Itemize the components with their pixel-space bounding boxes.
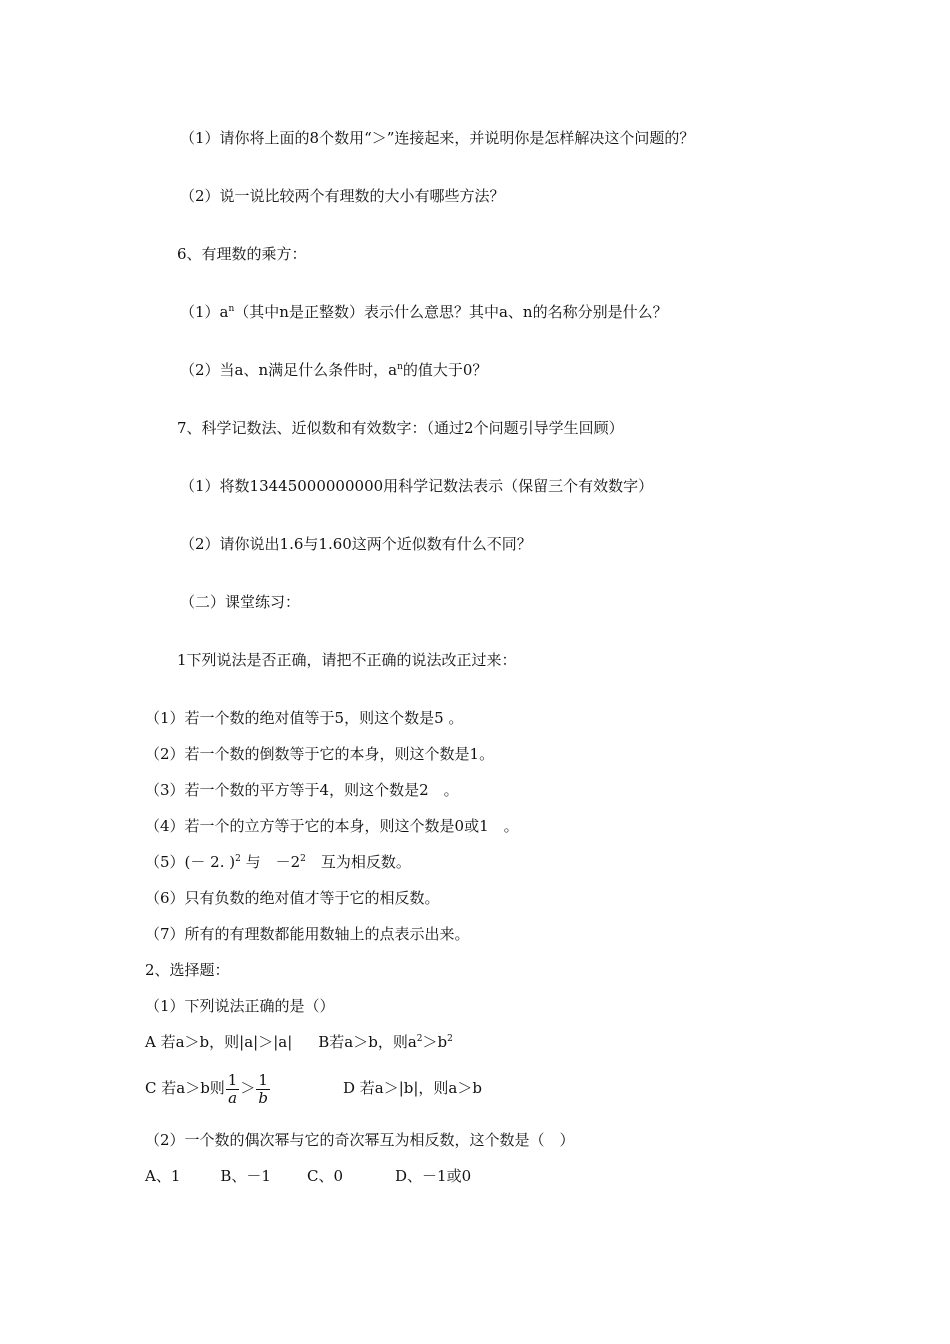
section-6-title: 6、有理数的乘方： <box>177 245 307 263</box>
exercise-2-q1-options-ab <box>145 1032 453 1052</box>
exercise-1-item: （3）若一个数的平方等于4，则这个数是2 。 <box>145 781 459 799</box>
question-5-2: （2）说一说比较两个有理数的大小有哪些方法？ <box>180 187 505 205</box>
exercise-2-question-1: （1）下列说法正确的是（） <box>145 997 335 1015</box>
fraction-one-over-b: $\frac{1}{b}$ <box>258 1070 268 1107</box>
option-a: A 若a＞b，则|a|＞|a| <box>145 1033 293 1051</box>
fraction-one-over-a: $\frac{1}{a}$ <box>227 1070 238 1107</box>
question-5-1: （1）请你将上面的8个数用“＞”连接起来，并说明你是怎样解决这个问题的？ <box>180 129 695 147</box>
exercise-1-item-7: （7）所有的有理数都能用数轴上的点表示出来。 <box>145 925 470 943</box>
exercise-1-intro: 1下列说法是否正确，请把不正确的说法改正过来： <box>177 651 517 669</box>
exercise-1-item-5: （5）(－ 2. )$^2$ 与 $-2^2$ 互为相反数。 <box>145 853 411 871</box>
option-b: B若a＞b，则$a^2>b^2$ <box>318 1033 453 1051</box>
option-b: B、－1 <box>220 1167 271 1185</box>
exercise-1-item: （2）若一个数的倒数等于它的本身，则这个数是1。 <box>145 745 495 763</box>
option-a: A、1 <box>145 1167 181 1185</box>
option-c: C 若a＞b则 $\frac{1}{a}$ ＞ $\frac{1}{b}$ <box>145 1070 268 1107</box>
exercise-1-item: （4）若一个的立方等于它的本身，则这个数是0或1 。 <box>145 817 519 835</box>
exercise-2-question-2: （2）一个数的偶次幂与它的奇次幂互为相反数，这个数是（ ） <box>145 1131 575 1149</box>
question-7-2: （2）请你说出1.6与1.60这两个近似数有什么不同？ <box>180 535 532 553</box>
option-d: D、－1或0 <box>395 1167 472 1185</box>
exercise-1-item-6: （6）只有负数的绝对值才等于它的相反数。 <box>145 889 440 907</box>
section-7-title: 7、科学记数法、近似数和有效数字：（通过2个问题引导学生回顾） <box>177 419 624 437</box>
exercise-2-title: 2、选择题： <box>145 961 230 979</box>
question-6-1: $(1)a^n$（其中n是正整数）表示什么意思？其中a、n的名称分别是什么？ <box>180 303 668 321</box>
option-c: C、0 <box>306 1167 343 1185</box>
question-7-1: （1）将数13445000000000用科学记数法表示（保留三个有效数字） <box>180 477 654 495</box>
question-6-2: （2）当a、n满足什么条件时，$a^n$的值大于0？ <box>180 361 488 379</box>
exercise-1-item: （1）若一个数的绝对值等于5，则这个数是5 。 <box>145 709 464 727</box>
practice-title: （二）课堂练习： <box>180 593 301 611</box>
option-d: D 若a＞|b|，则a＞b <box>342 1079 482 1097</box>
exercise-2-q1-options-cd <box>145 1068 482 1108</box>
exercise-2-q2-options <box>145 1166 471 1186</box>
